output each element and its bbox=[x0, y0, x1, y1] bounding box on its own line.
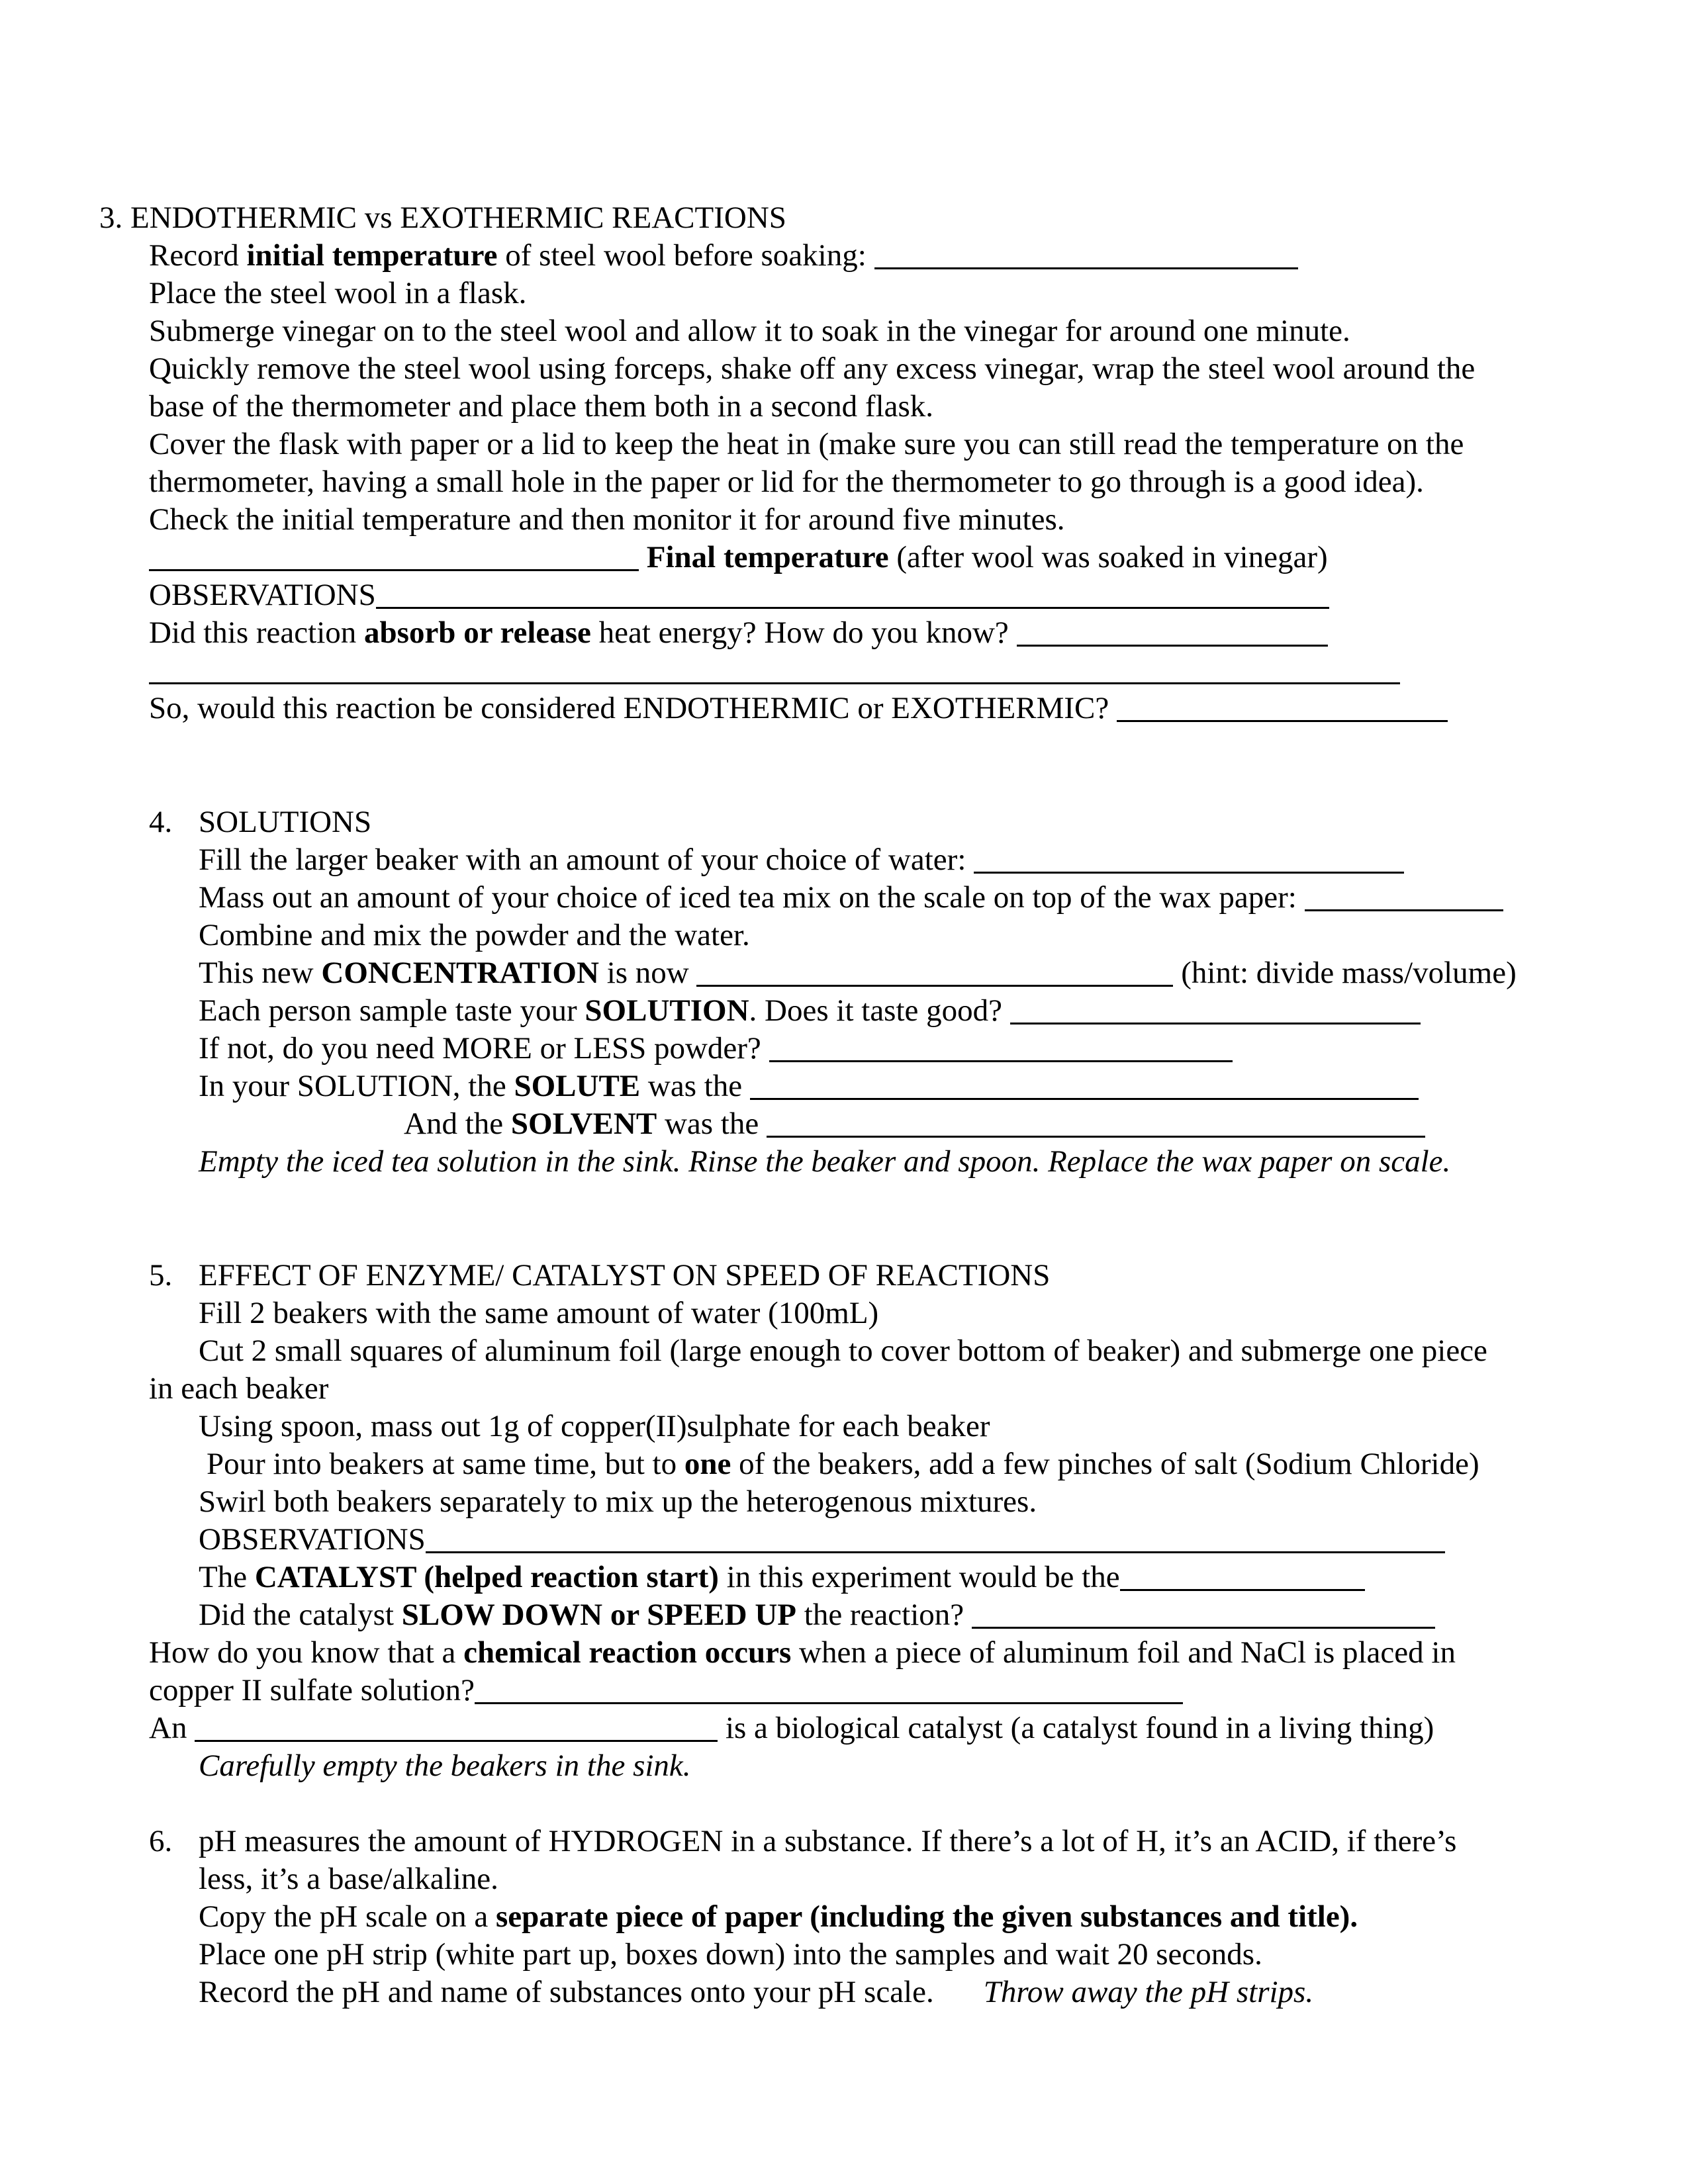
s5-enzyme: An is a biological catalyst (a catalyst found in a living thing) bbox=[149, 1711, 1434, 1745]
absorb-release-blank[interactable] bbox=[1017, 618, 1328, 647]
s3-extra-line bbox=[149, 651, 1400, 690]
solute-blank[interactable] bbox=[750, 1071, 1419, 1100]
slow-speed-blank[interactable] bbox=[972, 1600, 1435, 1629]
s4-line-solvent: And the SOLVENT was the bbox=[404, 1105, 1425, 1143]
s6-line-1: pH measures the amount of HYDROGEN in a substance. If there’s a lot of H, it’s an ACID, if there’s bbox=[199, 1824, 1457, 1858]
s5-chemical-reaction: How do you know that a chemical reaction occurs when a piece of aluminum foil and NaCl is placed in bbox=[149, 1635, 1456, 1670]
s3-observations: OBSERVATIONS bbox=[149, 576, 1329, 614]
s5-line-5: Pour into beakers at same time, but to one of the beakers, add a few pinches of salt (Sodium Chloride) bbox=[207, 1447, 1479, 1481]
s5-line-4: Using spoon, mass out 1g of copper(II)sulphate for each beaker bbox=[199, 1409, 990, 1443]
s4-line-3: Combine and mix the powder and the water. bbox=[199, 918, 750, 952]
s6-line-3: Copy the pH scale on a separate piece of paper (including the given substances and title). bbox=[199, 1899, 1358, 1934]
s3-line-7: thermometer, having a small hole in the paper or lid for the thermometer to go through is a good idea). bbox=[149, 465, 1424, 499]
s6-line-5: Record the pH and name of substances onto your pH scale. Throw away the pH strips. bbox=[199, 1975, 1314, 2009]
s3-line-6: Cover the flask with paper or a lid to keep the heat in (make sure you can still read the temperature on the bbox=[149, 427, 1464, 461]
s3-line-initial-temp: Record initial temperature of steel wool before soaking: bbox=[149, 236, 1298, 275]
s3-line-5: base of the thermometer and place them both in a second flask. bbox=[149, 389, 934, 424]
s4-line-powder: If not, do you need MORE or LESS powder? bbox=[199, 1029, 1233, 1068]
water-amount-blank[interactable] bbox=[974, 845, 1404, 874]
catalyst-blank[interactable] bbox=[1120, 1563, 1365, 1591]
s5-observations: OBSERVATIONS bbox=[199, 1520, 1445, 1559]
section-4-number: 4. bbox=[149, 805, 173, 839]
section-5-number: 5. bbox=[149, 1258, 173, 1293]
s5-line-2: Cut 2 small squares of aluminum foil (large enough to cover bottom of beaker) and submerge one piece bbox=[199, 1334, 1487, 1368]
s3-line-3: Submerge vinegar on to the steel wool and allow it to soak in the vinegar for around one minute. bbox=[149, 314, 1350, 348]
s5-line-1: Fill 2 beakers with the same amount of water (100mL) bbox=[199, 1296, 879, 1330]
absorb-release-blank-2[interactable] bbox=[149, 656, 1400, 684]
s6-line-2: less, it’s a base/alkaline. bbox=[199, 1862, 498, 1896]
s3-observations-blank[interactable] bbox=[376, 580, 1329, 609]
enzyme-blank[interactable] bbox=[195, 1713, 718, 1742]
s4-line-concentration: This new CONCENTRATION is now (hint: divide mass/volume) bbox=[199, 956, 1517, 990]
s5-slow-speed: Did the catalyst SLOW DOWN or SPEED UP the reaction? bbox=[199, 1596, 1435, 1634]
section-5-heading: EFFECT OF ENZYME/ CATALYST ON SPEED OF REACTIONS bbox=[199, 1258, 1051, 1293]
concentration-blank[interactable] bbox=[696, 958, 1173, 987]
s4-line-solute: In your SOLUTION, the SOLUTE was the bbox=[199, 1067, 1419, 1105]
more-less-blank[interactable] bbox=[769, 1034, 1233, 1062]
s4-line-solution: Each person sample taste your SOLUTION. Does it taste good? bbox=[199, 991, 1421, 1030]
s3-absorb-release: Did this reaction absorb or release heat energy? How do you know? bbox=[149, 614, 1328, 652]
s3-line-2: Place the steel wool in a flask. bbox=[149, 276, 527, 310]
initial-temp-blank[interactable] bbox=[874, 241, 1298, 269]
mass-blank[interactable] bbox=[1305, 883, 1503, 911]
s4-line-1: Fill the larger beaker with an amount of your choice of water: bbox=[199, 841, 1404, 879]
s5-instruction: Carefully empty the beakers in the sink. bbox=[199, 1749, 691, 1783]
final-temp-blank[interactable] bbox=[149, 543, 639, 571]
s3-line-final-temp: Final temperature (after wool was soaked in vinegar) bbox=[149, 538, 1328, 576]
section-6-number: 6. bbox=[149, 1824, 173, 1858]
s5-line-3: in each beaker bbox=[149, 1371, 329, 1406]
s5-observations-blank[interactable] bbox=[426, 1525, 1445, 1553]
s3-line-8: Check the initial temperature and then monitor it for around five minutes. bbox=[149, 502, 1065, 537]
s3-line-4: Quickly remove the steel wool using forceps, shake off any excess vinegar, wrap the steel wool around the bbox=[149, 351, 1476, 386]
s4-line-2: Mass out an amount of your choice of iced tea mix on the scale on top of the wax paper: bbox=[199, 878, 1503, 917]
solvent-blank[interactable] bbox=[767, 1109, 1425, 1138]
s5-catalyst: The CATALYST (helped reaction start) in this experiment would be the bbox=[199, 1558, 1365, 1596]
reaction-evidence-blank[interactable] bbox=[475, 1676, 1183, 1704]
s5-copper-sulfate: copper II sulfate solution? bbox=[149, 1671, 1183, 1709]
section-4-heading: SOLUTIONS bbox=[199, 805, 372, 839]
s5-line-6: Swirl both beakers separately to mix up the heterogenous mixtures. bbox=[199, 1484, 1037, 1519]
s4-instruction: Empty the iced tea solution in the sink. Rinse the beaker and spoon. Replace the wax paper on scale. bbox=[199, 1144, 1451, 1179]
section-3-heading: 3. ENDOTHERMIC vs EXOTHERMIC REACTIONS bbox=[99, 201, 786, 235]
s6-line-4: Place one pH strip (white part up, boxes down) into the samples and wait 20 seconds. bbox=[199, 1937, 1262, 1972]
taste-blank[interactable] bbox=[1010, 996, 1421, 1024]
endo-exo-blank[interactable] bbox=[1117, 694, 1448, 722]
throw-away-note: Throw away the pH strips. bbox=[983, 1975, 1314, 2009]
s3-endo-exo: So, would this reaction be considered ENDOTHERMIC or EXOTHERMIC? bbox=[149, 689, 1448, 727]
